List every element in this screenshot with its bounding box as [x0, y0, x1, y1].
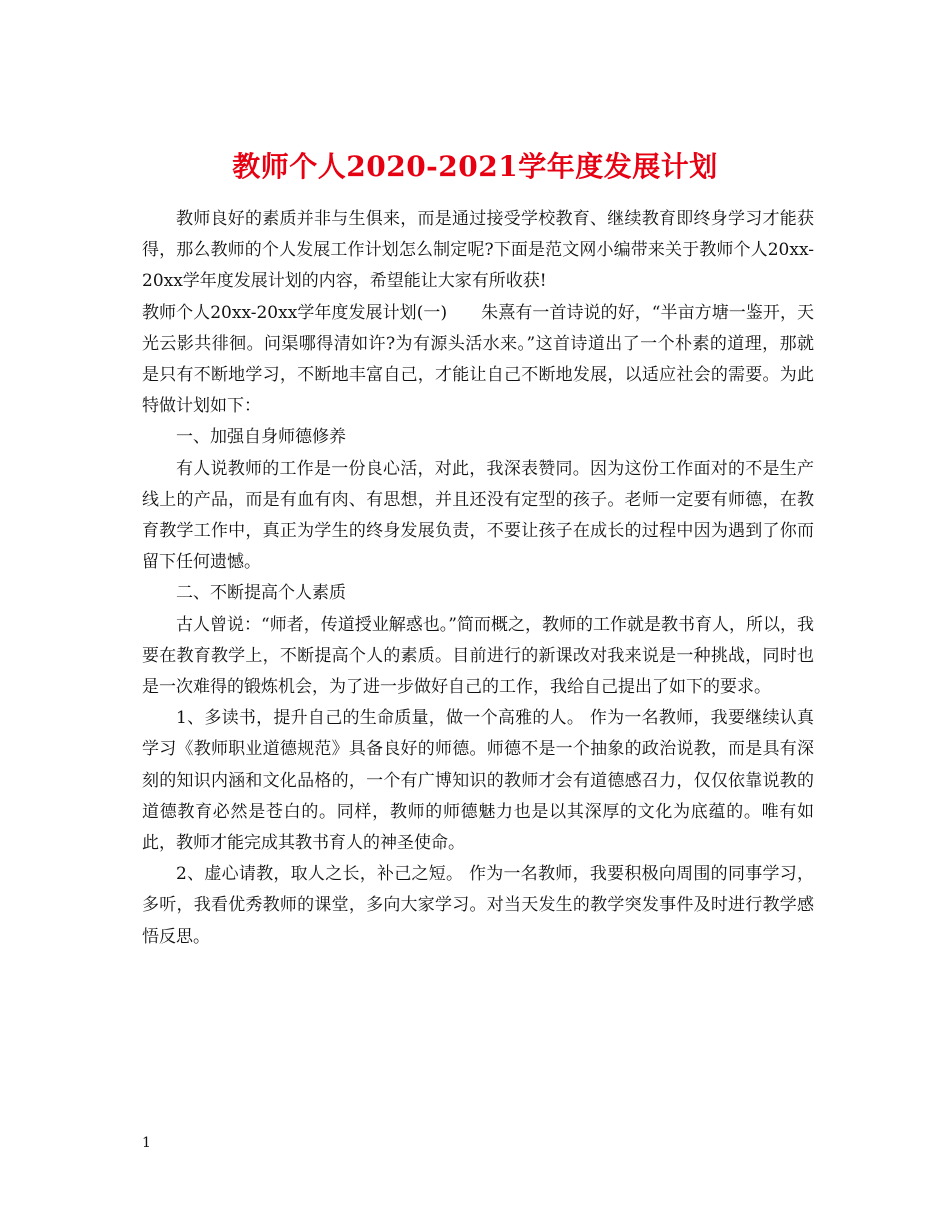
page-number: 1 — [142, 1135, 151, 1151]
paragraph-plan-one: 教师个人20xx-20xx学年度发展计划(一) 朱熹有一首诗说的好，“半亩方塘一鉴开，天光云影共徘徊。问渠哪得清如许?为有源头活水来。”这首诗道出了一个朴素的道理，那就是只有不断地学习，不断地丰富自己，才能让自己不断地发展，以适应社会的需要。为此特做计划如下： — [142, 302, 814, 417]
paragraph-reading: 1、多读书，提升自己的生命质量，做一个高雅的人。 作为一名教师，我要继续认真学习《教师职业道德规范》具备良好的师德。师德不是一个抽象的政治说教，而是具有深刻的知识内涵和文化品格的，一个有广博知识的教师才会有道德感召力，仅仅依靠说教的道德教育必然是苍白的。同样，教师的师德魅力也是以其深厚的文化为底蕴的。唯有如此，教师才能完成其教书育人的神圣使命。 — [142, 708, 814, 854]
document-body — [142, 204, 814, 953]
paragraph-quality: 古人曾说：“师者，传道授业解惑也。”简而概之，教师的工作就是教书育人，所以，我要在教育教学上，不断提高个人的素质。目前进行的新课改对我来说是一种挑战，同时也是一次难得的锻炼机会，为了进一步做好自己的工作，我给自己提出了如下的要求。 — [142, 614, 814, 698]
document-title: 教师个人2020-2021学年度发展计划 — [232, 149, 718, 183]
paragraph-intro: 教师良好的素质并非与生俱来，而是通过接受学校教育、继续教育即终身学习才能获得，那么教师的个人发展工作计划怎么制定呢?下面是范文网小编带来关于教师个人20xx-20xx学年度发展计划的内容，希望能让大家有所收获! — [142, 209, 814, 292]
section-heading-quality: 二、不断提高个人素质 — [176, 583, 346, 604]
paragraph-ethics: 有人说教师的工作是一份良心活，对此，我深表赞同。因为这份工作面对的不是生产线上的产品，而是有血有肉、有思想，并且还没有定型的孩子。老师一定要有师德，在教育教学工作中，真正为学生的终身发展负责，不要让孩子在成长的过程中因为遇到了你而留下任何遗憾。 — [142, 458, 814, 573]
paragraph-learning: 2、虚心请教，取人之长，补己之短。 作为一名教师，我要积极向周围的同事学习，多听，我看优秀教师的课堂，多向大家学习。对当天发生的教学突发事件及时进行教学感悟反思。 — [142, 864, 814, 947]
section-heading-ethics: 一、加强自身师德修养 — [176, 427, 346, 448]
